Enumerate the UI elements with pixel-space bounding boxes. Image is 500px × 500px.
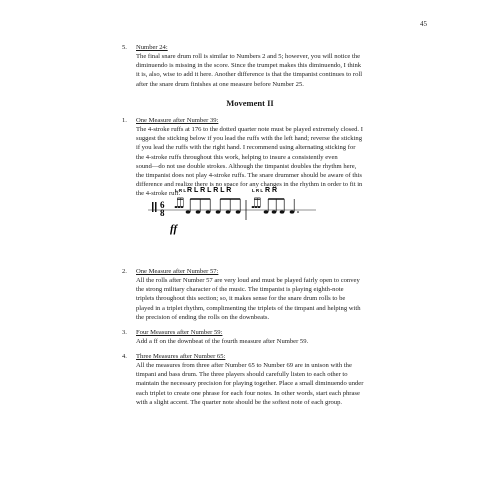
item-body bbox=[136, 337, 402, 346]
body-line: it is, also, wise to add it here. Another difference is that the timpanist continues to roll bbox=[136, 71, 363, 79]
item-number: 3. bbox=[122, 329, 127, 336]
body-line: maintain the necessary precision for playing together. Place a small diminuendo under bbox=[136, 380, 364, 388]
item-title: Three Measures after Number 65: bbox=[136, 353, 226, 360]
sticking-grace-notes: L R L bbox=[252, 188, 264, 193]
body-line: diminuendo is missing in the score. Since the trumpet makes this diminuendo, I think bbox=[136, 62, 362, 70]
body-line: the 4-stroke ruff. bbox=[136, 190, 181, 198]
body-line: the strong military character of the music. The timpanist is playing eighth-note bbox=[136, 286, 344, 294]
snare-drum-notation bbox=[140, 182, 320, 242]
body-line: The 4-stroke ruffs at 176 to the dotted quarter note must be played extremely closed. I bbox=[136, 126, 363, 134]
item-body bbox=[136, 276, 402, 322]
body-line: All the rolls after Number 57 are very loud and must be played fairly open to convey bbox=[136, 277, 360, 285]
time-signature-top: 6 bbox=[160, 200, 165, 210]
item-title: One Measure after Number 39: bbox=[136, 117, 219, 124]
body-line: with a slight accent. The quarter note should be the softest note of each group. bbox=[136, 398, 343, 406]
body-line: played in a triplet rhythm, complimenting the triplets of the timpani and helping with bbox=[136, 304, 361, 312]
item-number: 1. bbox=[122, 117, 127, 124]
body-line: each triplet to create one phrase for each four notes. In other words, start each phrase bbox=[136, 389, 360, 397]
body-line: timpani and bass drum. The three players should carefully listen to each other to bbox=[136, 371, 348, 379]
movement-heading: Movement II bbox=[226, 98, 274, 108]
body-line: if you lead the ruffs with the right hand. I recommend using alternating sticking for bbox=[136, 144, 356, 152]
sticking-main: R L R L R L R bbox=[187, 187, 232, 194]
item-number: 2. bbox=[122, 268, 127, 275]
body-line: Add a ff on the downbeat of the fourth measure after Number 59. bbox=[136, 338, 309, 346]
item-number: 4. bbox=[122, 353, 127, 360]
grace-note-ruff-icon bbox=[175, 198, 184, 208]
body-line: after the snare drum finishes at one measure before Number 25. bbox=[136, 80, 304, 88]
body-line: difference and realize there is no space for any changes in the rhythm in order to fit in bbox=[136, 181, 363, 189]
body-line: triplets throughout this section; so, it makes sense for the snare drum rolls to be bbox=[136, 295, 346, 303]
item-body bbox=[136, 361, 402, 407]
music-notation-example bbox=[140, 182, 320, 242]
sticking-grace-notes: L R L bbox=[175, 188, 187, 193]
item-number: 5. bbox=[122, 44, 127, 51]
eighth-note-group-icon bbox=[186, 199, 241, 214]
percussion-clef-icon bbox=[152, 202, 157, 212]
body-line: the 4-stroke ruffs throughout this work, helping to insure a consistently even bbox=[136, 153, 338, 161]
item-title: One Measure after Number 57: bbox=[136, 268, 219, 275]
body-line: suggest the sticking below if you lead the ruffs with the left hand; reverse the sticking bbox=[136, 135, 363, 143]
eighth-note-group-icon bbox=[264, 199, 299, 214]
grace-note-ruff-icon bbox=[252, 198, 261, 208]
item-title: Number 24: bbox=[136, 44, 168, 51]
body-line: the timpanist does not play 4-stroke ruffs. The snare drummer should be aware of this bbox=[136, 171, 362, 179]
sticking-main: R R bbox=[265, 187, 278, 194]
item-title: Four Measures after Number 59: bbox=[136, 329, 223, 336]
item-body bbox=[136, 52, 402, 89]
body-line: the precision of ending the rolls on the downbeats. bbox=[136, 313, 270, 321]
body-line: sound—do not use double strokes. Although the timpanist doubles the rhythm here, bbox=[136, 162, 357, 170]
body-line: All the measures from three after Number 65 to Number 69 are in unison with the bbox=[136, 362, 352, 370]
page-number: 45 bbox=[420, 20, 427, 28]
time-signature-bottom: 8 bbox=[160, 208, 165, 218]
dynamic-marking: ff bbox=[170, 223, 178, 235]
body-line: The final snare drum roll is similar to Numbers 2 and 5; however, you will notice the bbox=[136, 53, 361, 61]
